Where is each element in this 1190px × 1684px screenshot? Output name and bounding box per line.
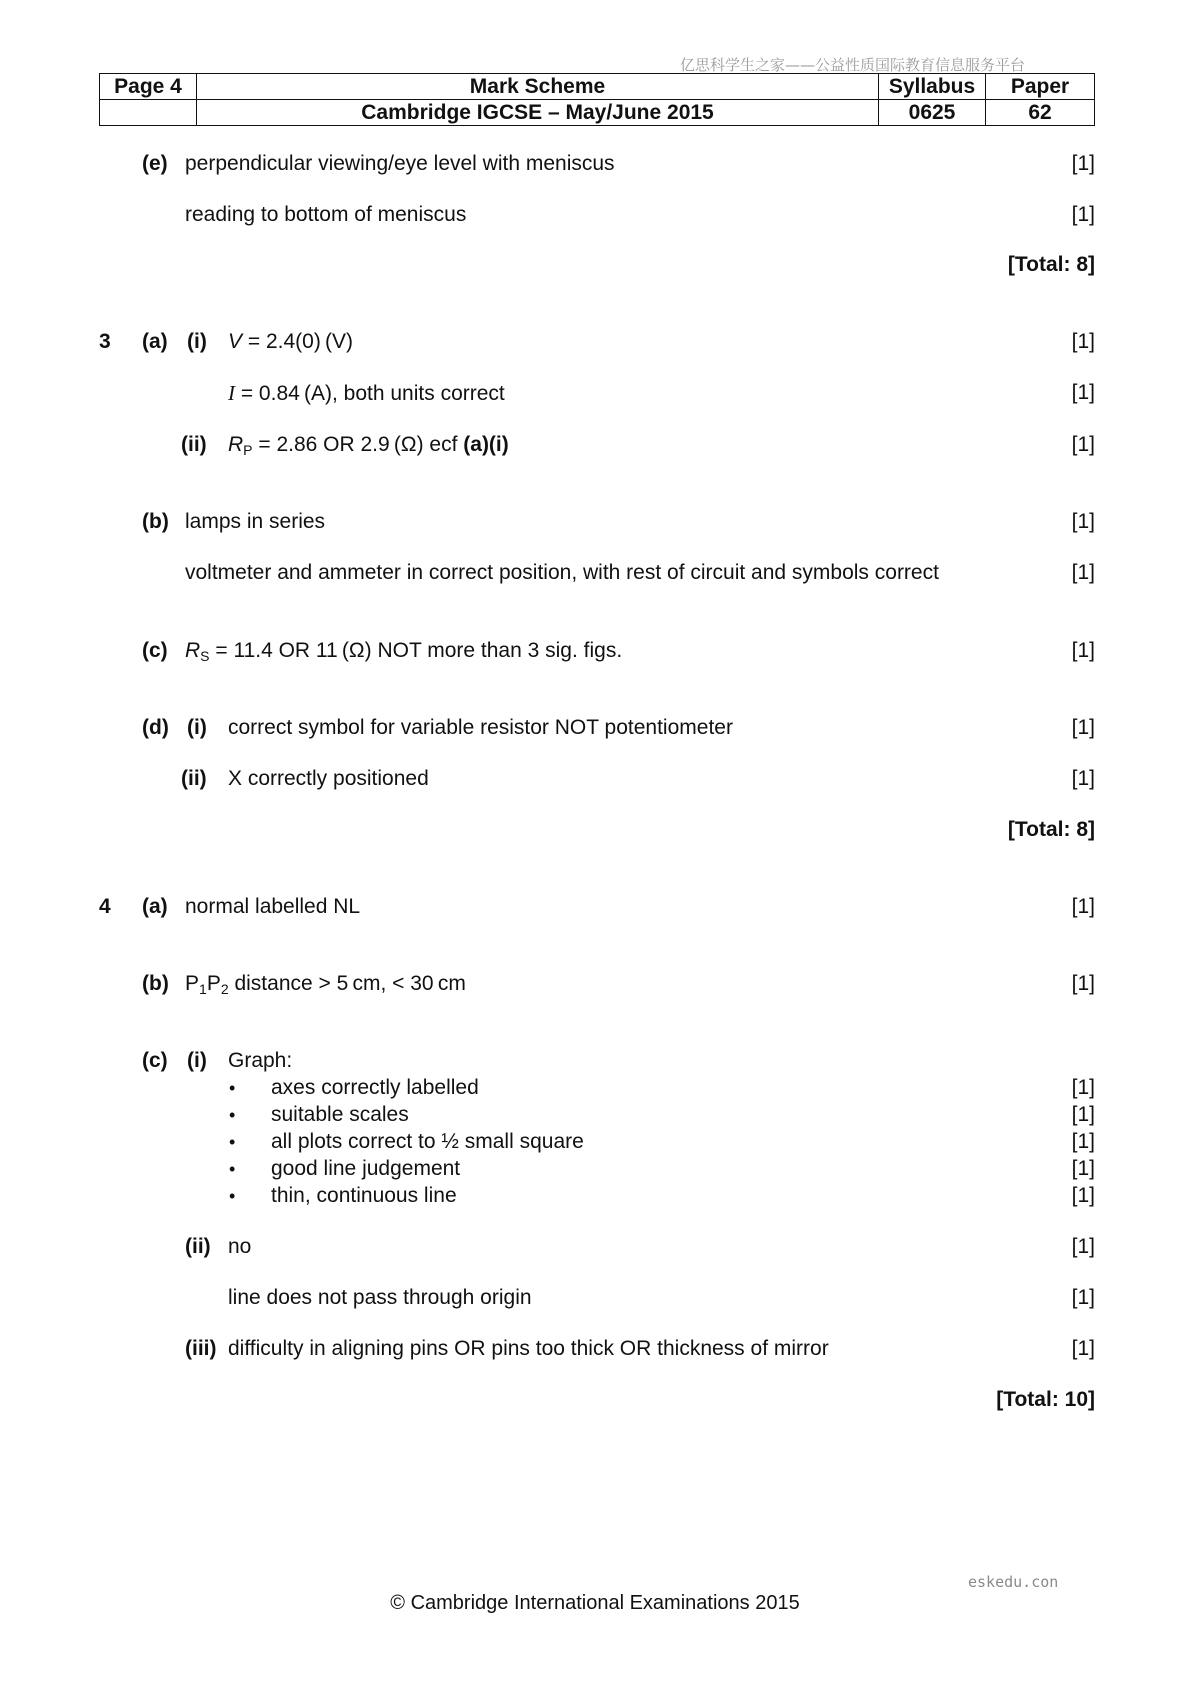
q4-c-ii-line1: no xyxy=(228,1235,252,1258)
q2-e-line2: reading to bottom of meniscus xyxy=(185,203,467,226)
q3-d-i-label: (i) xyxy=(187,716,207,739)
mark: [1] xyxy=(1071,1286,1095,1309)
q3-b-label: (b) xyxy=(142,510,169,533)
q3-a-ii-ref: (a)(i) xyxy=(463,433,509,456)
subscript-1: 1 xyxy=(199,981,207,997)
q3-c-text: = 11.4 OR 11 (Ω) NOT more than 3 sig. figs. xyxy=(209,639,623,662)
subscript-2: 2 xyxy=(220,981,229,997)
mark: [1] xyxy=(1071,1235,1095,1258)
mark: [1] xyxy=(1071,1184,1095,1207)
q4-c-ii-label: (ii) xyxy=(185,1235,211,1258)
list-item: axes correctly labelled xyxy=(271,1076,479,1099)
mark: [1] xyxy=(1071,152,1095,175)
q3-d-ii-label: (ii) xyxy=(181,767,207,790)
mark: [1] xyxy=(1071,639,1095,662)
q3-d-i-text: correct symbol for variable resistor NOT potentiometer xyxy=(228,716,733,739)
q4-c-i-heading: Graph: xyxy=(228,1049,293,1072)
subscript-p: P xyxy=(243,442,253,458)
mark: [1] xyxy=(1071,433,1095,456)
q2-e-label: (e) xyxy=(142,152,168,175)
q2-e-line1: perpendicular viewing/eye level with meniscus xyxy=(185,152,615,175)
q4-a-text: normal labelled NL xyxy=(185,895,361,918)
q3-a-i-v-text: = 2.4(0) (V) xyxy=(242,330,354,353)
var-i: I xyxy=(228,381,235,405)
q3-number: 3 xyxy=(99,330,111,353)
mark: [1] xyxy=(1071,1103,1095,1126)
q4-c-iii-text: difficulty in aligning pins OR pins too thick OR thickness of mirror xyxy=(228,1337,829,1360)
mark: [1] xyxy=(1071,330,1095,353)
header-empty-cell xyxy=(100,100,197,126)
q3-a-ii-text: = 2.86 OR 2.9 (Ω) ecf xyxy=(252,433,464,456)
mark: [1] xyxy=(1071,895,1095,918)
header-syllabus: 0625 xyxy=(879,100,986,126)
q3-a-label: (a) xyxy=(142,330,168,353)
mark: [1] xyxy=(1071,381,1095,404)
list-item: good line judgement xyxy=(271,1157,461,1180)
q3-b-line1: lamps in series xyxy=(185,510,326,533)
q3-b-line2: voltmeter and ammeter in correct position, with rest of circuit and symbols correct xyxy=(185,561,939,584)
mark: [1] xyxy=(1071,1076,1095,1099)
q4-c-i-label: (i) xyxy=(187,1049,207,1072)
p-letter: P xyxy=(185,972,200,995)
list-item: thin, continuous line xyxy=(271,1184,457,1207)
q4-b xyxy=(185,972,466,1001)
mark: [1] xyxy=(1071,716,1095,739)
p-letter: P xyxy=(206,972,221,995)
q4-total: [Total: 10] xyxy=(996,1388,1095,1411)
header-paper-label: Paper xyxy=(986,74,1095,100)
q3-a-i-i-text: = 0.84 (A), both units correct xyxy=(235,382,505,405)
q4-b-text: distance > 5 cm, < 30 cm xyxy=(228,972,466,995)
q3-c-label: (c) xyxy=(142,639,168,662)
header-syllabus-label: Syllabus xyxy=(879,74,986,100)
q4-a-label: (a) xyxy=(142,895,168,918)
q4-number: 4 xyxy=(99,895,111,918)
bullet-icon: • xyxy=(229,1105,236,1125)
var-v: V xyxy=(228,330,243,353)
q3-a-i-i xyxy=(228,381,505,406)
q3-d-ii-text: X correctly positioned xyxy=(228,767,429,790)
q4-c-iii-label: (iii) xyxy=(185,1337,217,1360)
list-item: suitable scales xyxy=(271,1103,409,1126)
q3-total: [Total: 8] xyxy=(1007,818,1095,841)
bullet-icon: • xyxy=(229,1186,236,1206)
q2-total: [Total: 8] xyxy=(1007,253,1095,276)
header-table xyxy=(99,73,1095,126)
mark: [1] xyxy=(1071,203,1095,226)
q3-a-ii-label: (ii) xyxy=(181,433,207,456)
mark: [1] xyxy=(1071,1157,1095,1180)
var-r: R xyxy=(185,639,201,662)
q4-c-ii-line2: line does not pass through origin xyxy=(228,1286,532,1309)
bullet-icon: • xyxy=(229,1078,236,1098)
bullet-icon: • xyxy=(229,1159,236,1179)
watermark-bottom: eskedu.con xyxy=(968,1573,1059,1591)
q3-c xyxy=(185,639,622,668)
list-item: all plots correct to ½ small square xyxy=(271,1130,584,1153)
header-page: Page 4 xyxy=(100,74,197,100)
q3-a-i-label: (i) xyxy=(187,330,207,353)
bullet-icon: • xyxy=(229,1132,236,1152)
var-r: R xyxy=(228,433,244,456)
q3-a-ii xyxy=(228,433,509,462)
header-paper: 62 xyxy=(986,100,1095,126)
watermark-top: 亿思科学生之家——公益性质国际教育信息服务平台 xyxy=(680,56,1026,74)
q4-c-label: (c) xyxy=(142,1049,168,1072)
mark: [1] xyxy=(1071,767,1095,790)
footer-copyright: © Cambridge International Examinations 2015 xyxy=(390,1592,800,1614)
mark: [1] xyxy=(1071,1130,1095,1153)
q3-d-label: (d) xyxy=(142,716,169,739)
mark: [1] xyxy=(1071,1337,1095,1360)
q4-b-label: (b) xyxy=(142,972,169,995)
q3-a-i-v xyxy=(228,330,353,354)
subscript-s: S xyxy=(200,648,210,664)
header-title: Mark Scheme xyxy=(197,74,879,100)
mark: [1] xyxy=(1071,972,1095,995)
mark: [1] xyxy=(1071,510,1095,533)
header-subtitle: Cambridge IGCSE – May/June 2015 xyxy=(197,100,879,126)
mark: [1] xyxy=(1071,561,1095,584)
